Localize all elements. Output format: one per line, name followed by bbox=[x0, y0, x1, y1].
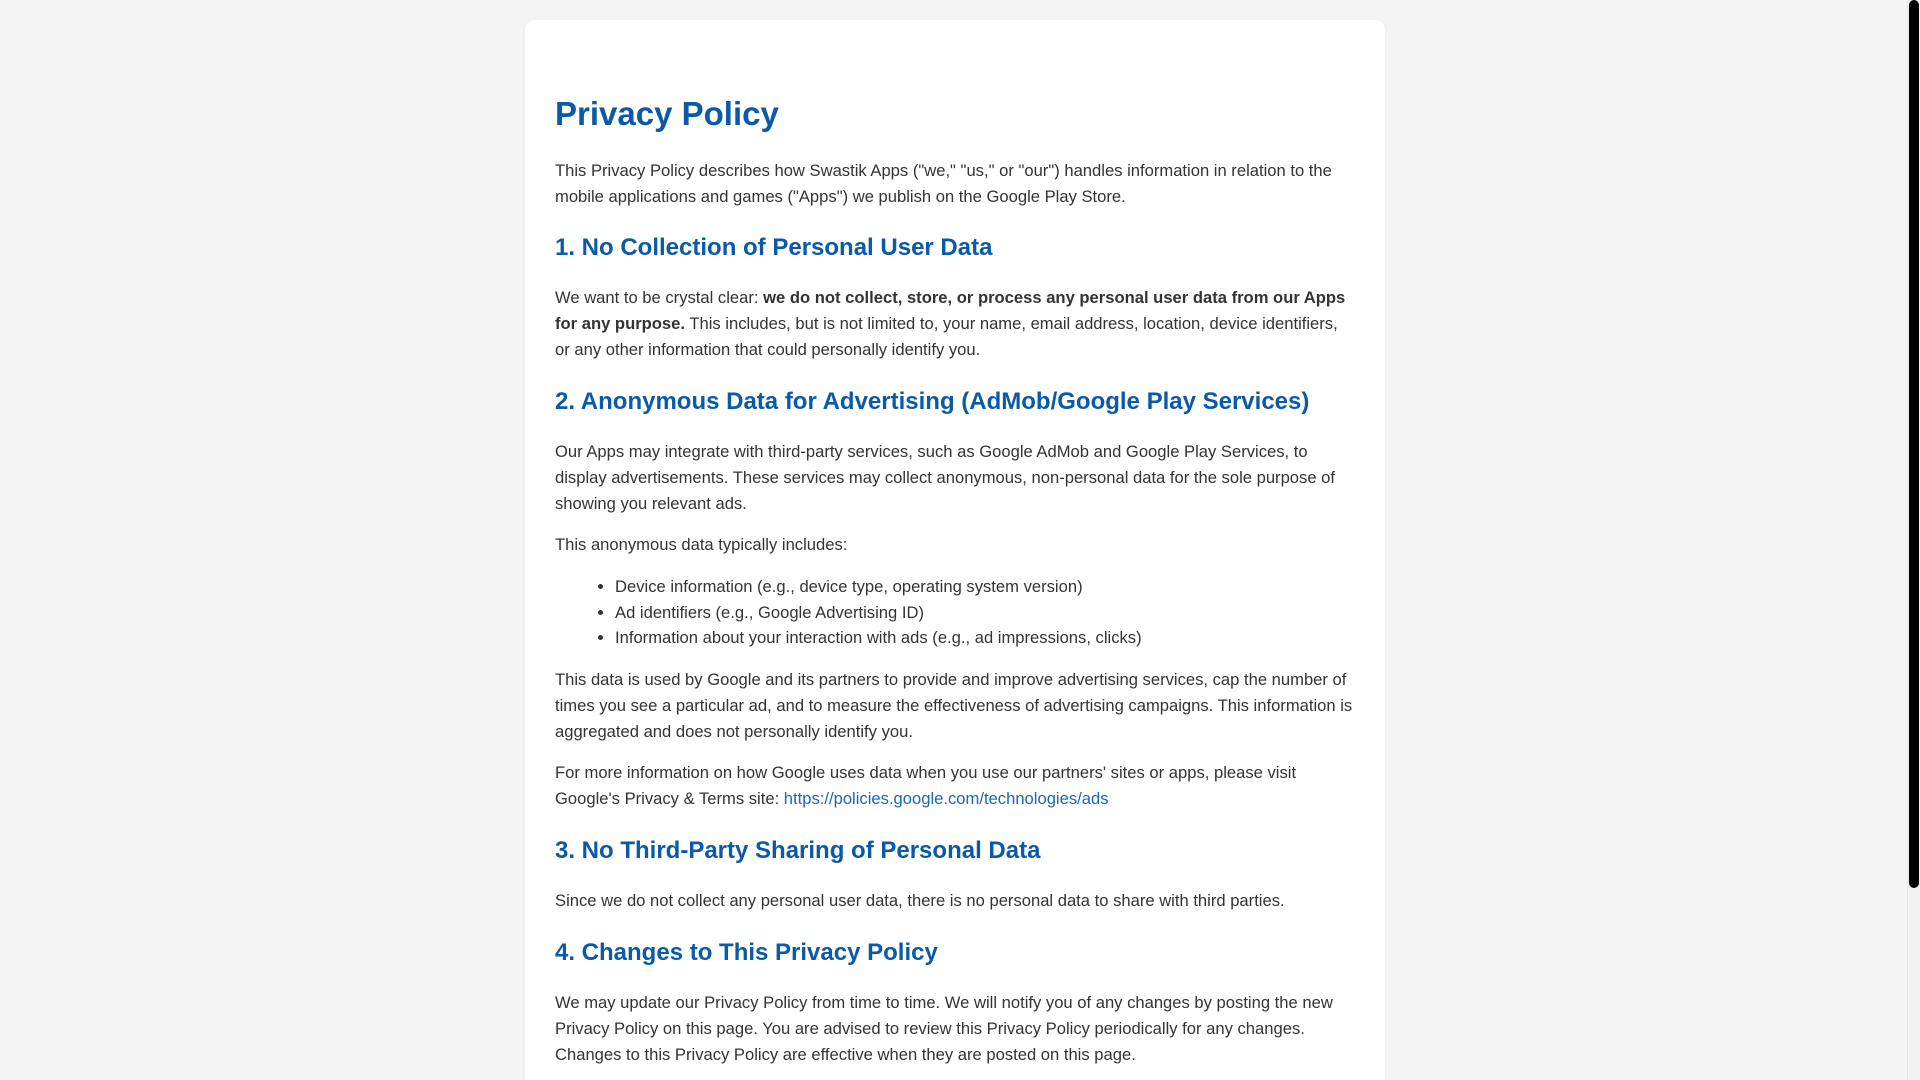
page-title: Privacy Policy bbox=[555, 95, 779, 132]
section-1-bold-statement: we do not collect, store, or process any personal user data from our Apps for any purpose. bbox=[555, 288, 1346, 333]
section-2-link-lead: For more information on how Google uses data when you use our partners' sites or apps, please visit Google's Privacy & Terms site: bbox=[555, 762, 1297, 808]
google-ads-policy-link[interactable]: https://policies.google.com/technologies/ads bbox=[783, 788, 1109, 808]
section-2-paragraph-2: This anonymous data typically includes: bbox=[555, 535, 848, 554]
section-2-paragraph-3: This data is used by Google and its partners to provide and improve advertising services, cap the number of times you see a particular ad, and to measure the effectiveness of advertising campaigns. This information is aggregated and does not personally identify you. bbox=[555, 669, 1353, 741]
section-2-paragraph-4 bbox=[555, 760, 1355, 812]
section-1-heading: 1. No Collection of Personal User Data bbox=[555, 234, 993, 261]
vertical-scrollbar[interactable] bbox=[1907, 0, 1920, 1080]
intro-paragraph: This Privacy Policy describes how Swastik Apps ("we," "us," or "our") handles information in relation to the mobile applications and games ("Apps") we publish on the Google Play Store. bbox=[555, 161, 1332, 206]
section-1-rest: This includes, but is not limited to, your name, email address, location, device identifiers, or any other information that could personally identify you. bbox=[555, 314, 1338, 359]
list-item: • Information about your interaction with ads (e.g., ad impressions, clicks) bbox=[615, 625, 1355, 651]
policy-card bbox=[525, 20, 1385, 1080]
section-3-heading: 3. No Third-Party Sharing of Personal Data bbox=[555, 836, 1041, 864]
scrollbar-thumb[interactable] bbox=[1909, 0, 1919, 888]
section-3-paragraph: Since we do not collect any personal user data, there is no personal data to share with third parties. bbox=[555, 890, 1285, 910]
anonymous-data-list bbox=[555, 574, 1355, 651]
section-2-paragraph-1: Our Apps may integrate with third-party services, such as Google AdMob and Google Play Services, to display advertisements. These services may collect anonymous, non-personal data for the sole purpose of showing you relevant ads. bbox=[555, 442, 1336, 513]
section-2-heading: 2. Anonymous Data for Advertising (AdMob/Google Play Services) bbox=[555, 388, 1310, 415]
section-4-heading: 4. Changes to This Privacy Policy bbox=[555, 938, 938, 966]
list-item: • Device information (e.g., device type, operating system version) bbox=[615, 574, 1355, 600]
section-4-paragraph: We may update our Privacy Policy from time to time. We will notify you of any changes by posting the new Privacy Policy on this page. You are advised to review this Privacy Policy periodically for any changes. Changes to this Privacy Policy are effective when they are posted on this page. bbox=[555, 992, 1333, 1064]
section-1-paragraph bbox=[555, 285, 1355, 363]
list-item: • Ad identifiers (e.g., Google Advertising ID) bbox=[615, 600, 1355, 626]
section-1-lead: We want to be crystal clear: bbox=[555, 288, 764, 307]
